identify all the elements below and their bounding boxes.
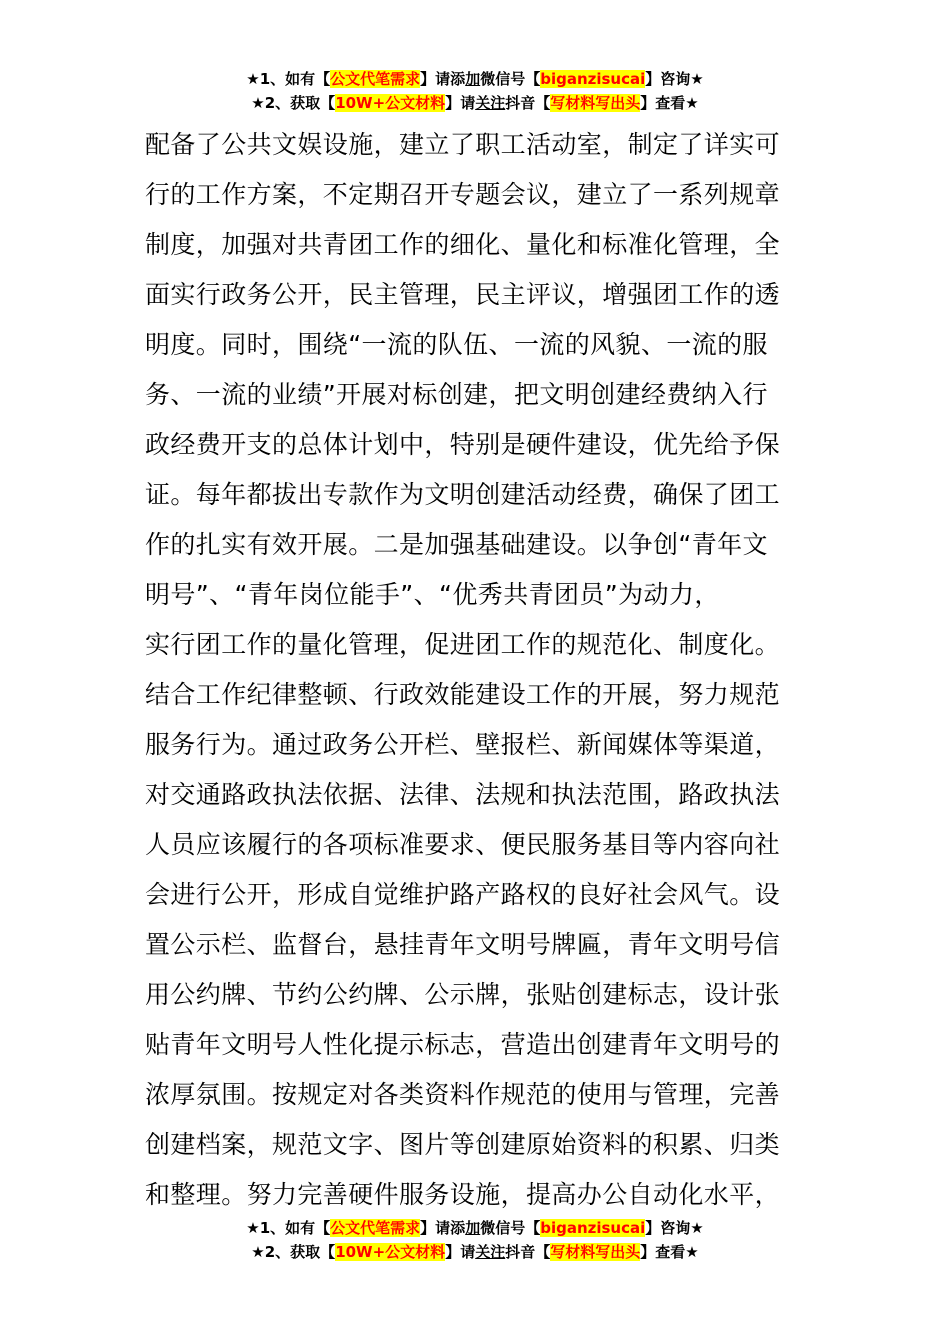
body-line: 制度，加强对共青团工作的细化、量化和标准化管理，全 (145, 230, 781, 259)
body-line: 证。每年都拔出专款作为文明创建活动经费，确保了团工 (145, 480, 781, 509)
body-line: 浓厚氛围。按规定对各类资料作规范的使用与管理，完善 (145, 1080, 781, 1109)
footer-banner (0, 1217, 950, 1265)
body-line: 作的扎实有效开展。二是加强基础建设。以争创“青年文 (145, 530, 768, 559)
highlight-service: 公文代笔需求 (330, 1219, 421, 1237)
body-line: 面实行政务公开，民主管理，民主评议，增强团工作的透 (145, 280, 781, 309)
body-line: 政经费开支的总体计划中，特别是硬件建设，优先给予保 (145, 430, 781, 459)
body-line: 配备了公共文娱设施，建立了职工活动室，制定了详实可 (145, 130, 781, 159)
body-line: 和整理。努力完善硬件服务设施，提高办公自动化水平， (145, 1180, 781, 1209)
highlight-douyin-account: 写材料写出头 (550, 94, 641, 112)
highlight-materials: 10W+公文材料 (335, 94, 446, 112)
body-line: 服务行为。通过政务公开栏、壁报栏、新闻媒体等渠道， (145, 730, 781, 759)
banner-line-2: ★2、获取【10W+公文材料】请关注抖音【写材料写出头】查看★ (251, 1243, 699, 1261)
document-body (145, 120, 810, 1220)
body-line: 会进行公开，形成自觉维护路产路权的良好社会风气。设 (145, 880, 781, 909)
body-line: 务、一流的业绩”开展对标创建，把文明创建经费纳入行 (145, 380, 768, 409)
highlight-wechat-id: biganzisucai (540, 1219, 646, 1237)
body-line: 明度。同时，围绕“一流的队伍、一流的风貌、一流的服 (145, 330, 768, 359)
banner-line-2: ★2、获取【10W+公文材料】请关注抖音【写材料写出头】查看★ (251, 94, 699, 112)
header-banner (0, 68, 950, 116)
body-line: 人员应该履行的各项标准要求、便民服务基目等内容向社 (145, 830, 781, 859)
highlight-wechat-id: biganzisucai (540, 70, 646, 88)
highlight-materials: 10W+公文材料 (335, 1243, 446, 1261)
banner-line-1: ★1、如有【公文代笔需求】请添加微信号【biganzisucai】咨询★ (246, 1219, 704, 1237)
highlight-douyin-account: 写材料写出头 (550, 1243, 641, 1261)
body-line: 明号”、“青年岗位能手”、“优秀共青团员”为动力， (145, 580, 720, 609)
body-line: 用公约牌、节约公约牌、公示牌，张贴创建标志，设计张 (145, 980, 781, 1009)
body-line: 贴青年文明号人性化提示标志，营造出创建青年文明号的 (145, 1030, 781, 1059)
body-line: 实行团工作的量化管理，促进团工作的规范化、制度化。 (145, 630, 781, 659)
body-line: 创建档案，规范文字、图片等创建原始资料的积累、归类 (145, 1130, 781, 1159)
highlight-service: 公文代笔需求 (330, 70, 421, 88)
body-line: 对交通路政执法依据、法律、法规和执法范围，路政执法 (145, 780, 781, 809)
body-line: 置公示栏、监督台，悬挂青年文明号牌匾，青年文明号信 (145, 930, 781, 959)
banner-line-1: ★1、如有【公文代笔需求】请添加微信号【biganzisucai】咨询★ (246, 70, 704, 88)
body-line: 结合工作纪律整顿、行政效能建设工作的开展，努力规范 (145, 680, 781, 709)
body-line: 行的工作方案，不定期召开专题会议，建立了一系列规章 (145, 180, 781, 209)
